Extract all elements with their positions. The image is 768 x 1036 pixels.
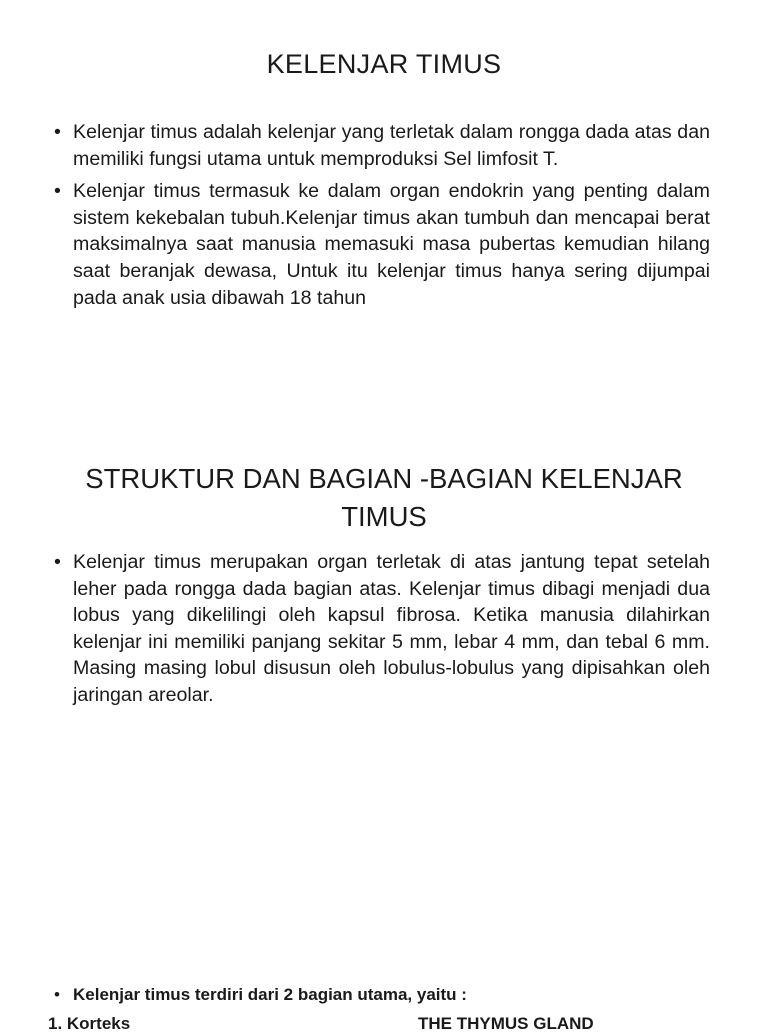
bullet-dot: • (54, 180, 61, 203)
bullet-dot: • (54, 121, 61, 143)
list-item (52, 549, 710, 709)
bullet-text: Kelenjar timus termasuk ke dalam organ endokrin yang penting dalam sistem kekebalan tubuh.Kelenjar timus akan tumbuh dan mencapai berat maksimalnya saat manusia memasuki masa pubertas kemudian hilang saat beranjak dewasa, Untuk itu kelenjar timus hanya sering dijumpai pada anak usia dibawah 18 tahun (73, 180, 710, 309)
page-title: KELENJAR TIMUS (266, 49, 502, 79)
bullet-dot: • (54, 551, 61, 573)
bullet-text: Kelenjar timus terdiri dari 2 bagian utama, yaitu : (73, 985, 467, 1004)
parts-intro-bullet (52, 983, 753, 1007)
bullet-text: Kelenjar timus merupakan organ terletak di atas jantung tepat setelah leher pada rongga dada bagian atas. Kelenjar timus dibagi menjadi dua lobus yang dikelilingi oleh kapsul fibrosa. Ketika manusia dilahirkan kelenjar ini memiliki panjang sekitar 5 mm, lebar 4 mm, dan tebal 6 mm. Masing masing lobul disusun oleh lobulus-lobulus yang dipisahkan oleh jaringan areolar. (73, 551, 710, 706)
figure-caption: THE THYMUS GLAND (418, 1014, 594, 1033)
section-title: STRUKTUR DAN BAGIAN -BAGIAN KELENJAR TIMUS (85, 463, 683, 532)
bullet-text: Kelenjar timus adalah kelenjar yang terletak dalam rongga dada atas dan memiliki fungsi utama untuk memproduksi Sel limfosit T. (73, 121, 710, 170)
numbered-item-korteks: 1. Korteks (48, 1014, 131, 1033)
intro-bullet-list (52, 119, 710, 317)
list-item (52, 178, 710, 311)
list-item (52, 119, 710, 172)
structure-bullet-list (52, 549, 710, 715)
bullet-dot: • (54, 985, 60, 1004)
